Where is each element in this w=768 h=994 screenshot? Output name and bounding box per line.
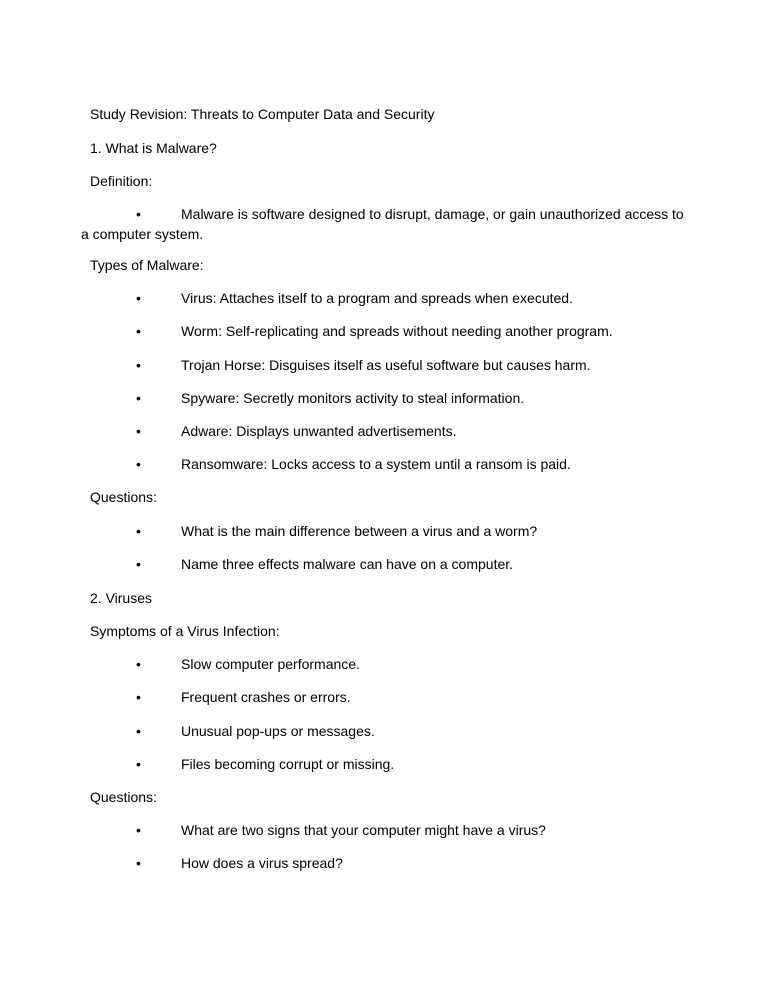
questions-label: Questions: <box>90 489 157 505</box>
list-item-text: Virus: Attaches itself to a program and spreads when executed. <box>181 290 573 306</box>
list-item-text: Worm: Self-replicating and spreads without needing another program. <box>181 323 613 339</box>
bullet-icon: • <box>136 822 141 838</box>
bullet-icon: • <box>136 456 141 472</box>
list-item-text: Name three effects malware can have on a computer. <box>181 556 514 572</box>
list-item-text: Frequent crashes or errors. <box>181 689 351 705</box>
list-item-text: Ransomware: Locks access to a system until a ransom is paid. <box>181 456 571 472</box>
document-title: Study Revision: Threats to Computer Data and Security <box>90 106 435 122</box>
bullet-icon: • <box>136 390 141 406</box>
list-item-text: Slow computer performance. <box>181 656 360 672</box>
section1-heading: 1. What is Malware? <box>90 140 217 156</box>
list-item-text: Files becoming corrupt or missing. <box>181 756 395 772</box>
bullet-icon: • <box>136 556 141 572</box>
list-item-text: Adware: Displays unwanted advertisements. <box>181 423 457 439</box>
list-item-text: What is the main difference between a virus and a worm? <box>181 523 538 539</box>
bullet-icon: • <box>136 523 141 539</box>
list-item-text: How does a virus spread? <box>181 855 343 871</box>
list-item-text: Trojan Horse: Disguises itself as useful software but causes harm. <box>181 357 591 373</box>
bullet-icon: • <box>136 323 141 339</box>
bullet-icon: • <box>136 423 141 439</box>
bullet-icon: • <box>136 656 141 672</box>
bullet-icon: • <box>136 756 141 772</box>
list-item-text: Unusual pop-ups or messages. <box>181 723 375 739</box>
list-item-text: Spyware: Secretly monitors activity to steal information. <box>181 390 525 406</box>
list-item-text: What are two signs that your computer might have a virus? <box>181 822 546 838</box>
definition-text-line1: Malware is software designed to disrupt, damage, or gain unauthorized access to <box>181 206 684 222</box>
symptoms-label: Symptoms of a Virus Infection: <box>90 623 280 639</box>
definition-label: Definition: <box>90 173 153 189</box>
definition-text-line2: a computer system. <box>81 226 204 242</box>
bullet-icon: • <box>136 855 141 871</box>
questions-label: Questions: <box>90 789 157 805</box>
bullet-icon: • <box>136 723 141 739</box>
section2-heading: 2. Viruses <box>90 590 152 606</box>
types-label: Types of Malware: <box>90 257 204 273</box>
bullet-icon: • <box>136 290 141 306</box>
bullet-icon: • <box>136 206 141 222</box>
bullet-icon: • <box>136 689 141 705</box>
bullet-icon: • <box>136 357 141 373</box>
